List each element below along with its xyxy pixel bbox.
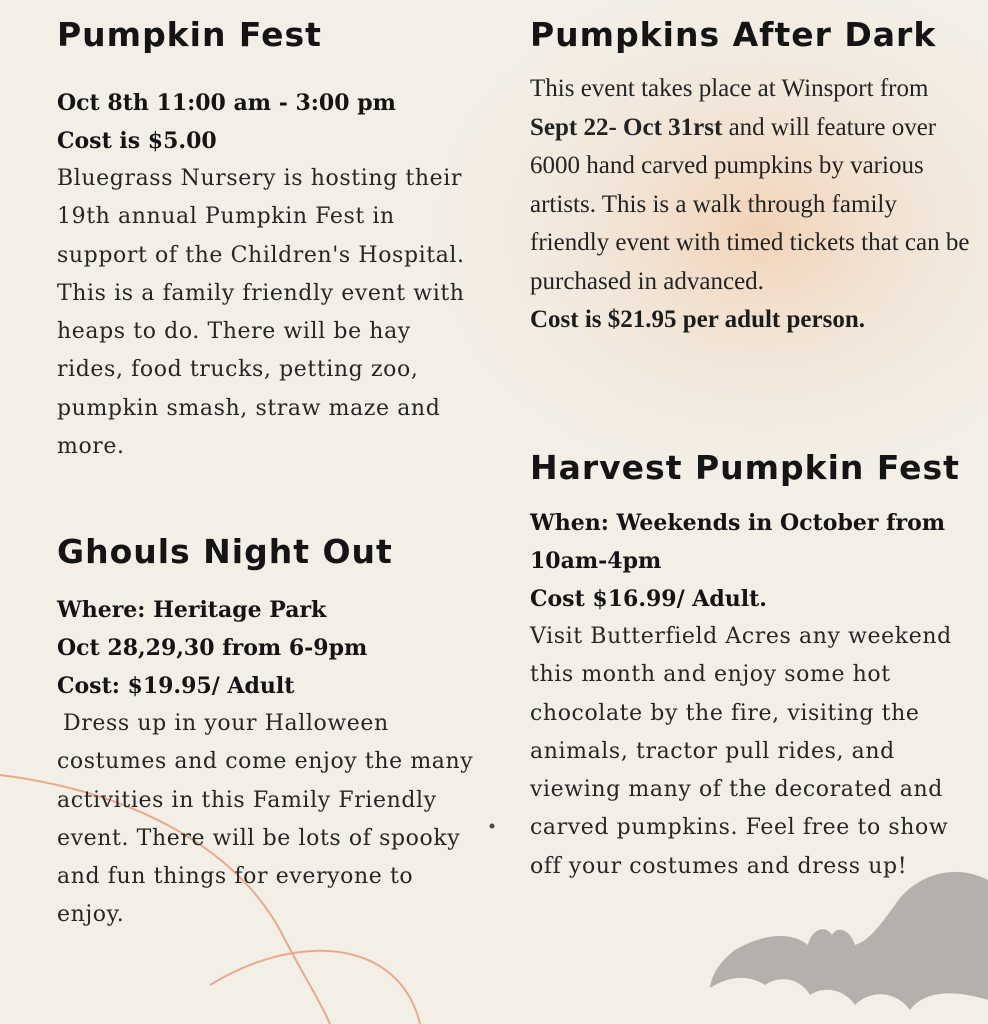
event-ghouls-night-out bbox=[57, 532, 482, 935]
event-description: Bluegrass Nursery is hosting their 19th annual Pumpkin Fest in support of the Children's Hospital. This is a family friendly event with heaps to do. There will be hay rides, food trucks, petting zoo, pumpkin smash, straw maze and more. bbox=[57, 166, 465, 460]
event-when: When: Weekends in October from 10am-4pm bbox=[530, 510, 946, 574]
event-date: Oct 8th 11:00 am - 3:00 pm bbox=[57, 90, 396, 116]
event-title: Ghouls Night Out bbox=[57, 532, 393, 571]
event-location: Where: Heritage Park bbox=[57, 597, 327, 623]
event-title: Pumpkin Fest bbox=[57, 15, 322, 54]
event-description: Dress up in your Halloween costumes and come enjoy the many activities in this Family Friendly event. There will be lots of spooky and fun things for everyone to enjoy. bbox=[57, 711, 474, 928]
speck bbox=[490, 824, 495, 829]
event-cost: Cost is $5.00 bbox=[57, 128, 217, 154]
description-text: This event takes place at Winsport from bbox=[530, 75, 929, 102]
event-title: Harvest Pumpkin Fest bbox=[530, 448, 960, 487]
event-cost: Cost $16.99/ Adult. bbox=[530, 586, 767, 612]
description-text: and will feature over 6000 hand carved pumpkins by various artists. This is a walk through family friendly event with timed tickets that can be purchased in advanced. bbox=[530, 113, 970, 295]
event-description bbox=[530, 70, 970, 301]
swirl-line-2 bbox=[210, 951, 420, 1024]
bat-icon bbox=[710, 872, 988, 1010]
event-harvest-pumpkin-fest bbox=[530, 448, 970, 886]
event-cost: Cost: $19.95/ Adult bbox=[57, 673, 295, 699]
event-cost: Cost is $21.95 per adult person. bbox=[530, 306, 865, 333]
event-dates: Oct 28,29,30 from 6-9pm bbox=[57, 635, 368, 661]
event-description: Visit Butterfield Acres any weekend this month and enjoy some hot chocolate by the fire, visiting the animals, tractor pull rides, and viewing many of the decorated and carved pumpkins. Feel free to show off your costumes and dress up! bbox=[530, 624, 952, 879]
event-pumpkin-fest bbox=[57, 15, 482, 466]
event-dates: Sept 22- Oct 31rst bbox=[530, 113, 723, 141]
event-pumpkins-after-dark bbox=[530, 15, 970, 340]
event-title: Pumpkins After Dark bbox=[530, 15, 937, 54]
